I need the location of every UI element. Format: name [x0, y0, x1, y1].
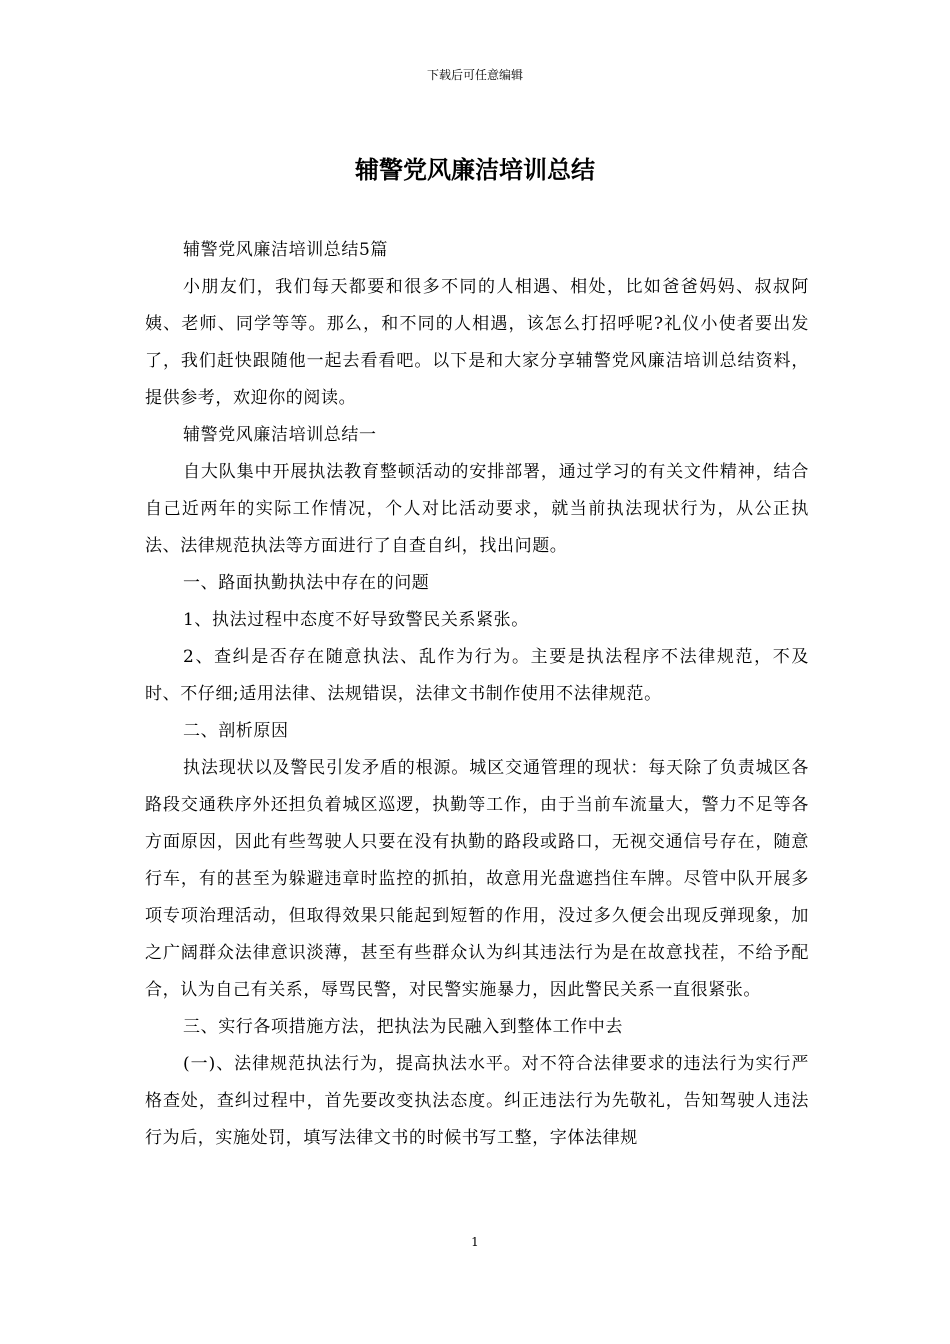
paragraph: (一)、法律规范执法行为，提高执法水平。对不符合法律要求的违法行为实行严格查处，查纠过程中，首先要改变执法态度。纠正违法行为先敬礼，告知驾驶人违法行为后，实施处罚，填写法律文书的时候书写工整，字体法律规 — [145, 1054, 809, 1148]
document-body — [145, 232, 809, 1157]
section-heading: 二、剖析原因 — [183, 721, 289, 741]
section-heading-part-one: 辅警党风廉洁培训总结一 — [183, 425, 377, 445]
section-heading: 三、实行各项措施方法，把执法为民融入到整体工作中去 — [183, 1017, 623, 1037]
paragraph: 执法现状以及警民引发矛盾的根源。城区交通管理的现状：每天除了负责城区各路段交通秩序外还担负着城区巡逻，执勤等工作，由于当前车流量大，警力不足等各方面原因，因此有些驾驶人只要在没有执勤的路段或路口，无视交通信号存在，随意行车，有的甚至为躲避违章时监控的抓拍，故意用光盘遮挡住车牌。尽管中队开展多项专项治理活动，但取得效果只能起到短暂的作用，没过多久便会出现反弹现象，加之广阔群众法律意识淡薄，甚至有些群众认为纠其违法行为是在故意找茬，不给予配合，认为自己有关系，辱骂民警，对民警实施暴力，因此警民关系一直很紧张。 — [145, 758, 809, 1000]
document-title: 辅警党风廉洁培训总结 — [355, 155, 595, 184]
section-heading: 一、路面执勤执法中存在的问题 — [183, 573, 430, 593]
page-header-note: 下载后可任意编辑 — [426, 68, 523, 82]
paragraph-intro: 小朋友们，我们每天都要和很多不同的人相遇、相处，比如爸爸妈妈、叔叔阿姨、老师、同学等等。那么，和不同的人相遇，该怎么打招呼呢?礼仪小使者要出发了，我们赶快跟随他一起去看看吧。以下是和大家分享辅警党风廉洁培训总结资料，提供参考，欢迎你的阅读。 — [145, 277, 809, 408]
list-item: 1、执法过程中态度不好导致警民关系紧张。 — [183, 610, 529, 630]
paragraph-subtitle: 辅警党风廉洁培训总结5篇 — [183, 240, 389, 260]
list-item: 2、查纠是否存在随意执法、乱作为行为。主要是执法程序不法律规范，不及时、不仔细;适用法律、法规错误，法律文书制作使用不法律规范。 — [145, 647, 809, 704]
page-number: 1 — [471, 1235, 479, 1249]
paragraph: 自大队集中开展执法教育整顿活动的安排部署，通过学习的有关文件精神，结合自己近两年的实际工作情况，个人对比活动要求，就当前执法现状行为，从公正执法、法律规范执法等方面进行了自查自纠，找出问题。 — [145, 462, 809, 556]
